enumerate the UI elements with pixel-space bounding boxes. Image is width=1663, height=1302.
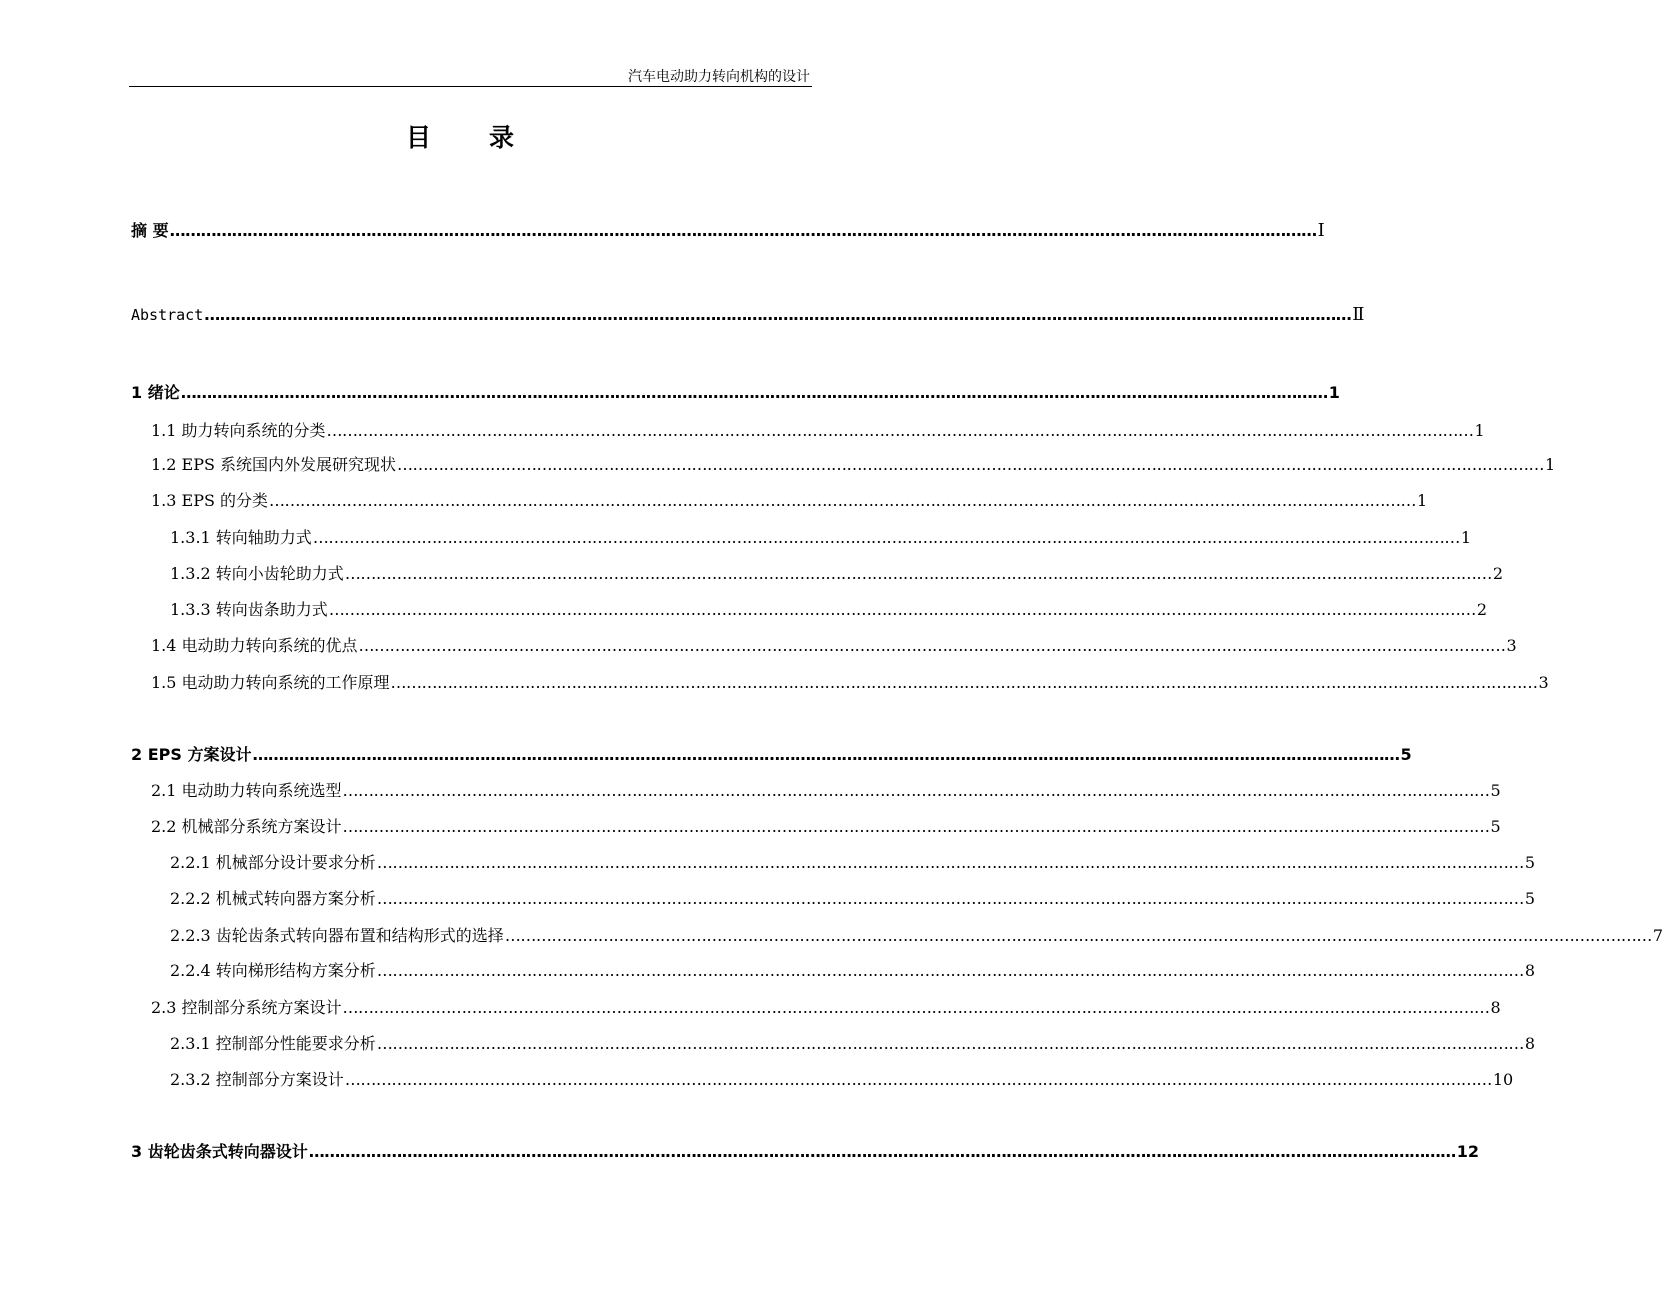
toc-entry-page: Ⅱ <box>1352 304 1365 325</box>
toc-entry-2-2[interactable] <box>151 815 1501 839</box>
toc-entry-page: 1 <box>1460 528 1471 547</box>
toc-entry-label: Abstract <box>131 306 204 324</box>
toc-entry-page: 5 <box>1524 853 1535 872</box>
toc-entry-label: 1.1 助力转向系统的分类 <box>151 421 326 440</box>
toc-entry-page: 7 <box>1652 926 1663 945</box>
toc-entry-label: 1.3.1 转向轴助力式 <box>170 528 312 547</box>
toc-entry-chapter-2[interactable] <box>131 743 1412 767</box>
toc-entry-page: 12 <box>1456 1142 1479 1161</box>
toc-leader: …………………………………………………………………………………………………………………………………………………………………………………………………… <box>344 1070 1492 1089</box>
toc-entry-label: 1.3 EPS 的分类 <box>151 491 269 510</box>
toc-entry-1-3[interactable] <box>151 489 1428 513</box>
toc-entry-label: 3 齿轮齿条式转向器设计 <box>131 1142 308 1161</box>
toc-entry-label: 1.3.3 转向齿条助力式 <box>170 600 328 619</box>
toc-entry-label: 2.2.4 转向梯形结构方案分析 <box>170 961 376 980</box>
toc-entry-2-2-4[interactable] <box>170 959 1535 983</box>
toc-leader: …………………………………………………………………………………………………………………………………………………………………………………………………… <box>180 383 1328 402</box>
toc-entry-label: 2.3 控制部分系统方案设计 <box>151 998 342 1017</box>
toc-entry-2-3[interactable] <box>151 996 1501 1020</box>
toc-leader: …………………………………………………………………………………………………………………………………………………………………………………………………… <box>308 1142 1456 1161</box>
toc-entry-2-3-2[interactable] <box>170 1068 1514 1092</box>
toc-entry-1-1[interactable] <box>151 419 1485 443</box>
toc-entry-page: 8 <box>1490 998 1501 1017</box>
toc-entry-label: 2.3.2 控制部分方案设计 <box>170 1070 344 1089</box>
toc-entry-page: 1 <box>1417 491 1428 510</box>
toc-entry-page: 3 <box>1506 636 1517 655</box>
toc-entry-1-4[interactable] <box>151 634 1517 658</box>
toc-leader: …………………………………………………………………………………………………………………………………………………………………………………………………… <box>376 1034 1524 1053</box>
toc-entry-page: 5 <box>1524 889 1535 908</box>
toc-entry-page: 10 <box>1492 1070 1514 1089</box>
toc-entry-abstract-en[interactable] <box>131 303 1365 327</box>
toc-entry-page: 8 <box>1524 961 1535 980</box>
toc-entry-label: 2.1 电动助力转向系统选型 <box>151 781 342 800</box>
toc-entry-2-1[interactable] <box>151 779 1501 803</box>
toc-leader: …………………………………………………………………………………………………………………………………………………………………………………………………… <box>328 600 1476 619</box>
toc-entry-page: 5 <box>1490 781 1501 800</box>
toc-leader: …………………………………………………………………………………………………………………………………………………………………………………………………… <box>376 889 1524 908</box>
toc-leader: …………………………………………………………………………………………………………………………………………………………………………………………………… <box>358 636 1506 655</box>
toc-leader: …………………………………………………………………………………………………………………………………………………………………………………………………… <box>504 926 1652 945</box>
toc-entry-label: 2.2 机械部分系统方案设计 <box>151 817 342 836</box>
running-header-title: 汽车电动助力转向机构的设计 <box>628 69 810 85</box>
toc-entry-page: 2 <box>1476 600 1487 619</box>
toc-entry-label: 1.3.2 转向小齿轮助力式 <box>170 564 344 583</box>
toc-entry-1-3-1[interactable] <box>170 526 1471 550</box>
toc-entry-1-3-3[interactable] <box>170 598 1487 622</box>
toc-entry-1-2[interactable] <box>151 453 1556 477</box>
toc-entry-page: 3 <box>1538 673 1549 692</box>
toc-entry-page: Ⅰ <box>1317 220 1325 241</box>
toc-leader: …………………………………………………………………………………………………………………………………………………………………………………………………… <box>169 221 1317 240</box>
toc-entry-page: 5 <box>1400 745 1412 764</box>
toc-entry-label: 1.4 电动助力转向系统的优点 <box>151 636 358 655</box>
toc-leader: …………………………………………………………………………………………………………………………………………………………………………………………………… <box>342 998 1490 1017</box>
toc-entry-label: 2.2.3 齿轮齿条式转向器布置和结构形式的选择 <box>170 926 504 945</box>
toc-leader: …………………………………………………………………………………………………………………………………………………………………………………………………… <box>344 564 1492 583</box>
toc-entry-label: 1 绪论 <box>131 383 180 402</box>
toc-leader: …………………………………………………………………………………………………………………………………………………………………………………………………… <box>326 421 1474 440</box>
toc-title: 目录 <box>405 123 572 152</box>
toc-entry-page: 2 <box>1492 564 1503 583</box>
toc-entry-page: 1 <box>1474 421 1485 440</box>
toc-entry-label: 2.2.2 机械式转向器方案分析 <box>170 889 376 908</box>
toc-entry-1-3-2[interactable] <box>170 562 1503 586</box>
toc-leader: …………………………………………………………………………………………………………………………………………………………………………………………………… <box>312 528 1460 547</box>
header-rule <box>129 86 812 87</box>
toc-leader: …………………………………………………………………………………………………………………………………………………………………………………………………… <box>342 817 1490 836</box>
toc-entry-page: 8 <box>1524 1034 1535 1053</box>
toc-leader: …………………………………………………………………………………………………………………………………………………………………………………………………… <box>204 305 1352 324</box>
toc-leader: …………………………………………………………………………………………………………………………………………………………………………………………………… <box>390 673 1538 692</box>
toc-leader: …………………………………………………………………………………………………………………………………………………………………………………………………… <box>269 491 1417 510</box>
toc-entry-page: 1 <box>1328 383 1340 402</box>
toc-leader: …………………………………………………………………………………………………………………………………………………………………………………………………… <box>252 745 1400 764</box>
toc-leader: …………………………………………………………………………………………………………………………………………………………………………………………………… <box>376 853 1524 872</box>
toc-entry-page: 5 <box>1490 817 1501 836</box>
toc-entry-2-3-1[interactable] <box>170 1032 1535 1056</box>
toc-leader: …………………………………………………………………………………………………………………………………………………………………………………………………… <box>342 781 1490 800</box>
toc-entry-label: 1.5 电动助力转向系统的工作原理 <box>151 673 390 692</box>
toc-entry-2-2-1[interactable] <box>170 851 1535 875</box>
toc-entry-label: 摘 要 <box>131 221 169 240</box>
toc-entry-chapter-3[interactable] <box>131 1140 1479 1164</box>
toc-entry-2-2-2[interactable] <box>170 887 1535 911</box>
toc-leader: …………………………………………………………………………………………………………………………………………………………………………………………………… <box>376 961 1524 980</box>
toc-entry-label: 2.2.1 机械部分设计要求分析 <box>170 853 376 872</box>
toc-entry-2-2-3[interactable] <box>170 924 1663 948</box>
toc-entry-chapter-1[interactable] <box>131 381 1340 405</box>
toc-entry-label: 2 EPS 方案设计 <box>131 745 252 764</box>
toc-entry-1-5[interactable] <box>151 671 1549 695</box>
toc-entry-abstract-cn[interactable] <box>131 219 1325 243</box>
toc-entry-page: 1 <box>1545 455 1556 474</box>
toc-entry-label: 2.3.1 控制部分性能要求分析 <box>170 1034 376 1053</box>
toc-leader: …………………………………………………………………………………………………………………………………………………………………………………………………… <box>397 455 1545 474</box>
toc-entry-label: 1.2 EPS 系统国内外发展研究现状 <box>151 455 397 474</box>
